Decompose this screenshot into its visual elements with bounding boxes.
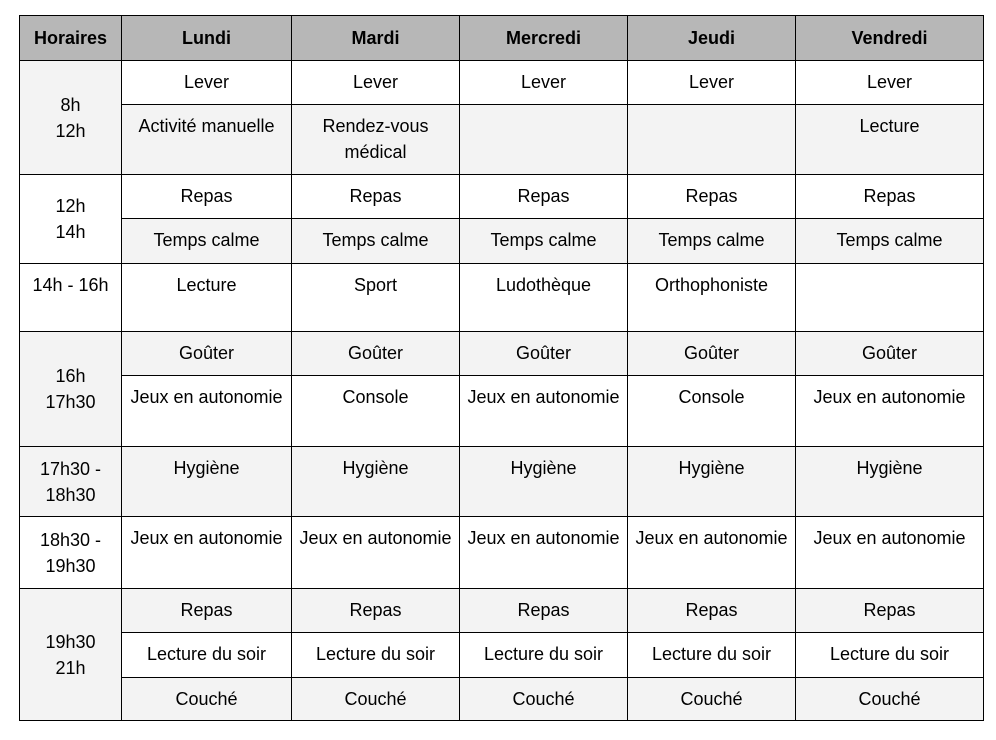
time-slot-line: 14h - 16h <box>32 275 109 295</box>
activity-cell-jeudi: Temps calme <box>628 219 796 264</box>
activity-cell-lundi: Hygiène <box>122 447 292 517</box>
activity-cell-vendredi <box>796 264 984 332</box>
activity-cell-lundi: Goûter <box>122 332 292 376</box>
activity-cell-mercredi: Temps calme <box>460 219 628 264</box>
activity-cell-vendredi: Lecture <box>796 105 984 175</box>
activity-cell-mardi: Hygiène <box>292 447 460 517</box>
time-slot-line: 18h30 <box>45 484 96 505</box>
table-row <box>20 376 984 447</box>
activity-cell-mardi: Console <box>292 376 460 447</box>
activity-cell-jeudi: Goûter <box>628 332 796 376</box>
activity-cell-mardi: Temps calme <box>292 219 460 264</box>
activity-cell-vendredi: Repas <box>796 175 984 219</box>
table-row <box>20 517 984 589</box>
time-slot-line: 12h <box>55 120 86 141</box>
activity-cell-lundi: Jeux en autonomie <box>122 376 292 447</box>
time-slot-line: 19h30 <box>45 631 96 652</box>
time-slot-line: 17h30 <box>45 392 96 412</box>
activity-cell-vendredi: Hygiène <box>796 447 984 517</box>
activity-cell-mercredi: Lever <box>460 61 628 105</box>
header-mardi: Mardi <box>292 16 460 61</box>
activity-cell-mardi: Couché <box>292 678 460 721</box>
activity-cell-vendredi: Couché <box>796 678 984 721</box>
activity-cell-mardi: Rendez-vous médical <box>292 105 460 175</box>
activity-cell-lundi: Couché <box>122 678 292 721</box>
time-slot-line: 12h <box>55 196 86 216</box>
time-slot <box>20 264 122 332</box>
activity-cell-lundi: Lever <box>122 61 292 105</box>
time-slot-line: 18h30 - <box>39 529 102 550</box>
table-row <box>20 678 984 721</box>
header-jeudi: Jeudi <box>628 16 796 61</box>
activity-cell-mardi: Goûter <box>292 332 460 376</box>
table-row <box>20 61 984 105</box>
time-slot-line: 19h30 <box>45 555 96 576</box>
activity-cell-mercredi: Lecture du soir <box>460 633 628 678</box>
activity-cell-lundi: Jeux en autonomie <box>122 517 292 589</box>
activity-cell-lundi: Activité manuelle <box>122 105 292 175</box>
activity-cell-mercredi: Hygiène <box>460 447 628 517</box>
activity-cell-vendredi: Jeux en autonomie <box>796 517 984 589</box>
activity-cell-mercredi <box>460 105 628 175</box>
activity-cell-vendredi: Lever <box>796 61 984 105</box>
activity-cell-jeudi: Couché <box>628 678 796 721</box>
activity-cell-jeudi: Lecture du soir <box>628 633 796 678</box>
time-slot <box>20 447 122 517</box>
time-slot <box>20 332 122 447</box>
time-slot <box>20 61 122 175</box>
activity-cell-vendredi: Jeux en autonomie <box>796 376 984 447</box>
activity-cell-mardi: Repas <box>292 175 460 219</box>
activity-cell-vendredi: Temps calme <box>796 219 984 264</box>
activity-cell-mercredi: Jeux en autonomie <box>460 517 628 589</box>
activity-cell-mardi: Jeux en autonomie <box>292 517 460 589</box>
activity-cell-vendredi: Repas <box>796 589 984 633</box>
table-row <box>20 447 984 517</box>
table-row <box>20 105 984 175</box>
activity-cell-mardi: Lecture du soir <box>292 633 460 678</box>
header-lundi: Lundi <box>122 16 292 61</box>
activity-cell-jeudi: Repas <box>628 175 796 219</box>
activity-cell-lundi: Repas <box>122 589 292 633</box>
activity-cell-mercredi: Repas <box>460 175 628 219</box>
activity-cell-jeudi: Console <box>628 376 796 447</box>
activity-cell-vendredi: Goûter <box>796 332 984 376</box>
activity-cell-jeudi: Jeux en autonomie <box>628 517 796 589</box>
table-row <box>20 264 984 332</box>
activity-cell-jeudi: Hygiène <box>628 447 796 517</box>
header-mercredi: Mercredi <box>460 16 628 61</box>
table-row <box>20 332 984 376</box>
time-slot-line: 17h30 - <box>39 458 102 479</box>
activity-cell-lundi: Temps calme <box>122 219 292 264</box>
activity-cell-mercredi: Ludothèque <box>460 264 628 332</box>
table-body <box>20 61 984 721</box>
activity-cell-mardi: Sport <box>292 264 460 332</box>
activity-cell-mercredi: Jeux en autonomie <box>460 376 628 447</box>
header-horaires: Horaires <box>20 16 122 61</box>
time-slot-line: 14h <box>55 222 86 242</box>
activity-cell-jeudi <box>628 105 796 175</box>
table-row <box>20 633 984 678</box>
activity-cell-lundi: Lecture <box>122 264 292 332</box>
activity-cell-jeudi: Repas <box>628 589 796 633</box>
activity-cell-mercredi: Couché <box>460 678 628 721</box>
time-slot <box>20 175 122 264</box>
time-slot-line: 8h <box>60 94 81 115</box>
schedule-table <box>19 15 984 721</box>
table-row <box>20 219 984 264</box>
activity-cell-mercredi: Repas <box>460 589 628 633</box>
activity-cell-vendredi: Lecture du soir <box>796 633 984 678</box>
time-slot <box>20 589 122 721</box>
header-row <box>20 16 984 61</box>
time-slot-line: 16h <box>55 366 86 386</box>
time-slot <box>20 517 122 589</box>
activity-cell-jeudi: Lever <box>628 61 796 105</box>
activity-cell-jeudi: Orthophoniste <box>628 264 796 332</box>
activity-cell-lundi: Repas <box>122 175 292 219</box>
activity-cell-mercredi: Goûter <box>460 332 628 376</box>
table-row <box>20 175 984 219</box>
activity-cell-mardi: Lever <box>292 61 460 105</box>
time-slot-line: 21h <box>55 657 86 678</box>
table-row <box>20 589 984 633</box>
activity-cell-lundi: Lecture du soir <box>122 633 292 678</box>
header-vendredi: Vendredi <box>796 16 984 61</box>
table-header <box>20 16 984 61</box>
activity-cell-mardi: Repas <box>292 589 460 633</box>
